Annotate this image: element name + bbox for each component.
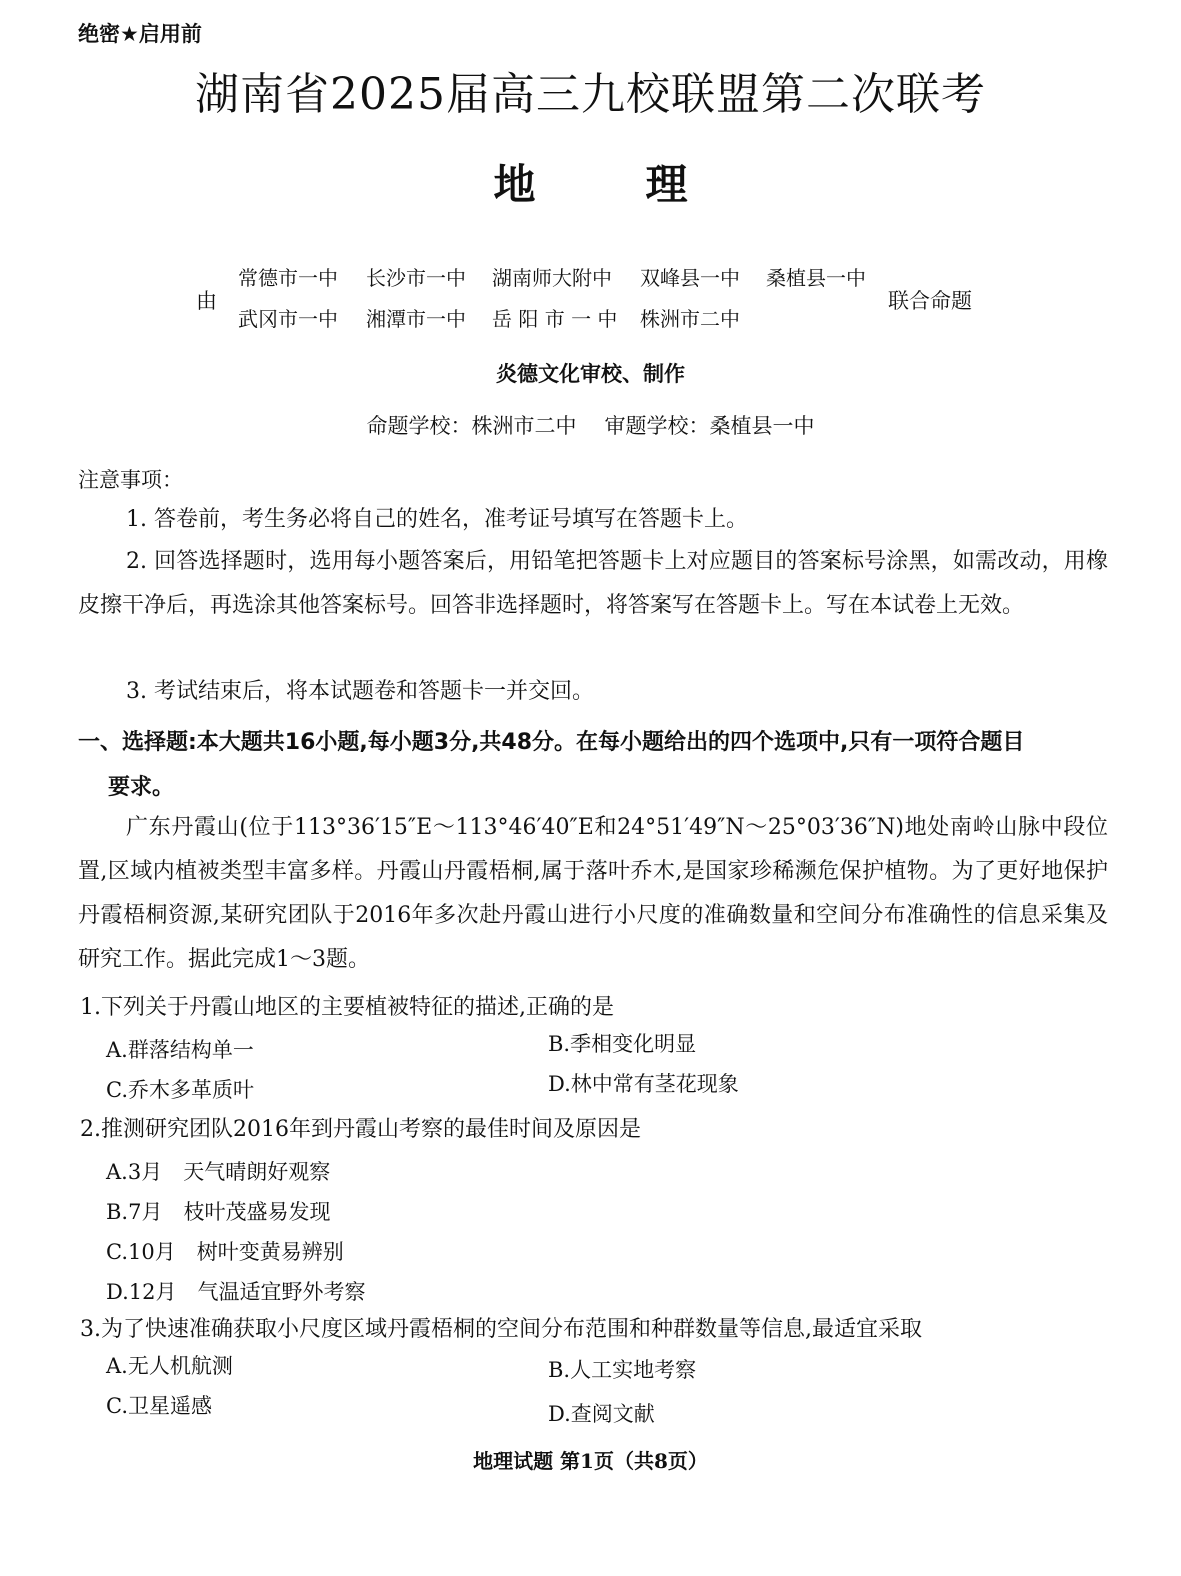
section-heading-line2: 要求。 (108, 775, 175, 800)
school-name: 双峰县一中 (640, 266, 740, 290)
q1-option-a: A.群落结构单一 (106, 1038, 254, 1062)
school-name: 常德市一中 (238, 266, 338, 290)
note-item-3: 3. 考试结束后，将本试题卷和答题卡一并交回。 (126, 679, 594, 704)
subject-char-2: 理 (645, 160, 688, 209)
school-name: 湘潭市一中 (366, 307, 466, 331)
mingti-school: 命题学校：株洲市二中 (366, 414, 577, 438)
q3-option-b: B.人工实地考察 (548, 1358, 697, 1382)
question-1-stem: 1.下列关于丹霞山地区的主要植被特征的描述,正确的是 (80, 995, 614, 1020)
q1-option-c: C.乔木多革质叶 (106, 1078, 254, 1102)
section-heading-line1: 一、选择题:本大题共16小题,每小题3分,共48分。在每小题给出的四个选项中,只有一项符合题目 (78, 730, 1025, 755)
school-name: 桑植县一中 (766, 266, 866, 290)
exam-title: 湖南省2025届高三九校联盟第二次联考 (195, 69, 986, 120)
section-heading (78, 720, 1108, 810)
q1-option-b: B.季相变化明显 (548, 1032, 697, 1056)
note-item-2: 2. 回答选择题时，选用每小题答案后，用铅笔把答题卡上对应题目的答案标号涂黑，如需改动，用橡皮擦干净后，再选涂其他答案标号。回答非选择题时，将答案写在答题卡上。写在本试卷上无效。 (78, 549, 1108, 618)
school-name: 岳 阳 市 一 中 (492, 307, 618, 331)
q3-option-d: D.查阅文献 (548, 1402, 655, 1426)
q1-option-d: D.林中常有茎花现象 (548, 1072, 739, 1096)
notes-heading: 注意事项： (78, 468, 183, 492)
q2-option-c: C.10月 树叶变黄易辨别 (106, 1240, 344, 1264)
schools-prefix: 由 (196, 289, 217, 313)
school-name: 湖南师大附中 (492, 266, 612, 290)
q2-option-d: D.12月 气温适宜野外考察 (106, 1280, 366, 1304)
subject-title (0, 152, 1181, 212)
q3-option-c: C.卫星遥感 (106, 1394, 212, 1418)
shenti-school: 审题学校：桑植县一中 (604, 414, 815, 438)
passage: 广东丹霞山(位于113°36′15″E～113°46′40″E和24°51′49″N～25°03′36″N)地处南岭山脉中段位置,区域内植被类型丰富多样。丹霞山丹霞梧桐,属于落叶乔木,是国家珍稀濒危保护植物。为了更好地保护丹霞梧桐资源,某研究团队于2016年多次赴丹霞山进行小尺度的准确数量和空间分布准确性的信息采集及研究工作。据此完成1～3题。 (78, 815, 1108, 972)
page-footer: 地理试题 第1页（共8页） (473, 1449, 708, 1473)
secret-label: 绝密★启用前 (78, 22, 202, 46)
subject-char-1: 地 (493, 160, 536, 209)
school-name: 武冈市一中 (238, 307, 338, 331)
schools-suffix: 联合命题 (888, 289, 972, 313)
note-item-1: 1. 答卷前，考生务必将自己的姓名，准考证号填写在答题卡上。 (126, 507, 748, 532)
school-name: 长沙市一中 (366, 266, 466, 290)
review-line: 炎德文化审校、制作 (496, 362, 685, 386)
question-3-stem: 3.为了快速准确获取小尺度区域丹霞梧桐的空间分布范围和种群数量等信息,最适宜采取 (80, 1317, 922, 1342)
question-2-stem: 2.推测研究团队2016年到丹霞山考察的最佳时间及原因是 (80, 1117, 641, 1142)
q2-option-b: B.7月 枝叶茂盛易发现 (106, 1200, 331, 1224)
q2-option-a: A.3月 天气晴朗好观察 (106, 1160, 331, 1184)
school-name: 株洲市二中 (640, 307, 740, 331)
q3-option-a: A.无人机航测 (106, 1354, 233, 1378)
mingti-line (0, 410, 1181, 440)
